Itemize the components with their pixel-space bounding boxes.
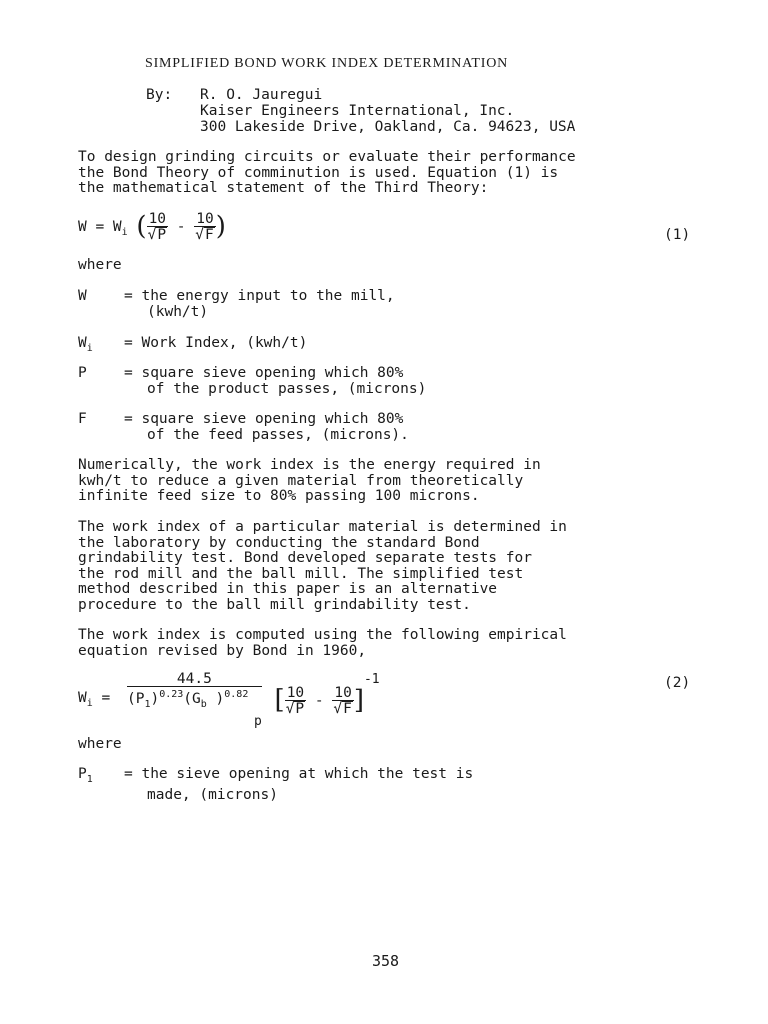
numerator: 10 <box>148 211 167 227</box>
author-name: R. O. Jauregui <box>200 87 323 103</box>
laboratory-paragraph <box>78 520 567 613</box>
where-label: where <box>78 257 122 273</box>
def-equals: = <box>124 335 133 351</box>
author-company: Kaiser Engineers International, Inc. <box>200 103 515 119</box>
def-equals: = <box>124 411 133 427</box>
text-line: To design grinding circuits or evaluate their performance <box>78 149 576 165</box>
def-text: the sieve opening at which the test is <box>141 766 474 782</box>
text-line: Numerically, the work index is the energy required in <box>78 457 541 473</box>
radicand: F <box>343 701 352 717</box>
def-continuation: of the product passes, (microns) <box>147 380 427 397</box>
definition-p1 <box>78 767 473 803</box>
def-equals: = <box>124 288 133 304</box>
def-symbol: P <box>78 365 87 381</box>
eq1-number: (1) <box>664 227 691 243</box>
definition-wi <box>78 336 307 357</box>
text-line: grindability test. Bond developed separate tests for <box>78 550 532 566</box>
where-label: where <box>78 736 122 752</box>
gb-term: (G <box>183 691 201 707</box>
text-line: kwh/t to reduce a given material from theoretically <box>78 472 524 489</box>
fraction <box>194 212 215 242</box>
eq2-lhs: W <box>78 689 87 706</box>
def-equals: = <box>124 365 133 381</box>
gb-sub-sub: p <box>253 714 262 729</box>
p1-exponent: 0.23 <box>159 689 184 700</box>
byline-label: By: <box>146 87 173 103</box>
p1-sub: 1 <box>144 699 151 710</box>
eq1-lhs-sub: i <box>121 227 128 238</box>
def-continuation: of the feed passes, (microns). <box>147 426 409 443</box>
text-line: procedure to the ball mill grindability test. <box>78 596 471 613</box>
open-paren: ( <box>136 211 147 242</box>
def-symbol: W <box>78 335 87 351</box>
equation-2 <box>78 672 380 730</box>
main-fraction: 44.5 $(P_1)^{0.23}(G_b$ )$^{0.82}$ p <box>126 671 262 729</box>
eq2-exponent: -1 <box>363 672 380 687</box>
gb-sub: b <box>200 699 207 710</box>
def-text: the energy input to the mill, <box>141 288 395 304</box>
author-address: 300 Lakeside Drive, Oakland, Ca. 94623, USA <box>200 119 576 135</box>
empirical-paragraph <box>78 628 567 659</box>
p1-term: (P <box>126 691 145 707</box>
def-symbol: W <box>78 288 87 304</box>
equation-1 <box>78 212 226 242</box>
text-line: The work index of a particular material is determined in <box>78 519 567 535</box>
intro-paragraph <box>78 150 576 197</box>
byline <box>146 88 575 136</box>
def-text: square sieve opening which 80% <box>141 411 404 427</box>
numerator: 44.5 <box>127 672 262 687</box>
text-line: the Bond Theory of comminution is used. Equation (1) is <box>78 164 559 181</box>
text-line: the mathematical statement of the Third Theory: <box>78 180 489 196</box>
page-number: 358 <box>372 952 400 970</box>
paper-title: SIMPLIFIED BOND WORK INDEX DETERMINATION <box>145 56 509 71</box>
fraction <box>332 686 353 716</box>
eq1-lhs: W = W <box>78 219 122 235</box>
definition-w <box>78 289 395 320</box>
radicand: P <box>295 701 305 717</box>
radicand: P <box>157 227 167 243</box>
minus-sign: - <box>176 219 186 235</box>
sqrt-icon: √F <box>333 701 352 717</box>
def-text: square sieve opening which 80% <box>141 365 404 381</box>
text-line: the laboratory by conducting the standard Bond <box>78 534 480 551</box>
minus-sign: - <box>314 693 324 709</box>
text-line: method described in this paper is an alternative <box>78 581 498 597</box>
def-equals: = <box>124 766 133 782</box>
def-symbol: P <box>78 766 87 782</box>
def-continuation: (kwh/t) <box>147 303 209 320</box>
def-symbol-sub: 1 <box>86 774 93 785</box>
text-line: The work index is computed using the following empirical <box>78 627 567 643</box>
def-symbol-sub: i <box>86 343 93 354</box>
close-bracket: ] <box>353 685 364 716</box>
text-line: equation revised by Bond in 1960, <box>78 642 367 659</box>
sqrt-icon: √P <box>285 701 305 717</box>
close-paren: ) <box>215 211 226 242</box>
definition-f <box>78 412 409 443</box>
numerator: 10 <box>334 685 352 701</box>
work-index-paragraph <box>78 458 541 505</box>
open-bracket: [ <box>274 685 285 716</box>
text-line: the rod mill and the ball mill. The simplified test <box>78 565 524 582</box>
sqrt-icon: √F <box>195 227 214 243</box>
def-text: Work Index, (kwh/t) <box>141 335 308 351</box>
def-continuation: made, (microns) <box>147 786 278 803</box>
text-line: infinite feed size to 80% passing 100 microns. <box>78 488 480 504</box>
radicand: F <box>204 227 214 243</box>
fraction <box>147 212 168 242</box>
eq2-equals: = <box>101 689 111 706</box>
definition-p <box>78 366 426 397</box>
eq2-lhs-sub: i <box>86 697 93 709</box>
numerator: 10 <box>286 685 305 701</box>
fraction <box>285 686 306 716</box>
eq2-number: (2) <box>664 675 691 691</box>
sqrt-icon: √P <box>147 227 167 243</box>
gb-exponent: 0.82 <box>224 689 249 700</box>
def-symbol: F <box>78 411 87 427</box>
numerator: 10 <box>196 211 214 227</box>
